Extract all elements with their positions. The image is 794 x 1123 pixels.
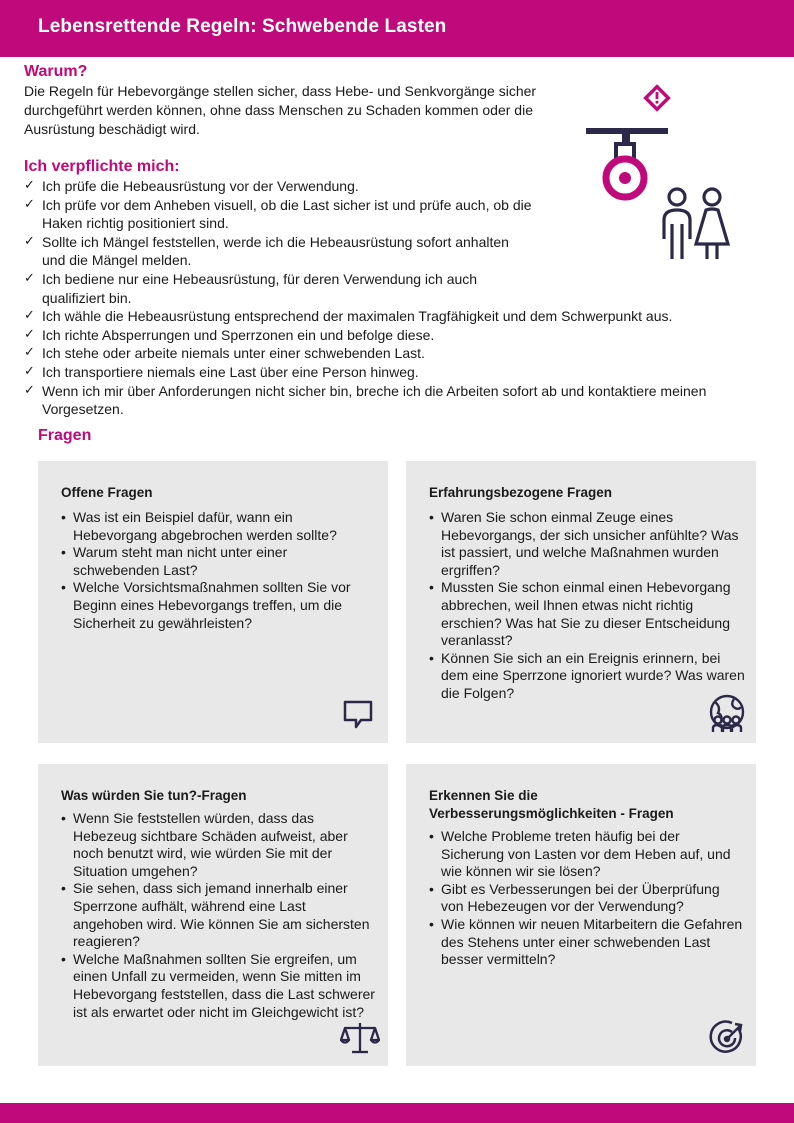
card-question-list bbox=[61, 810, 377, 1021]
check-icon: ✓ bbox=[24, 326, 35, 342]
scales-icon bbox=[340, 1020, 380, 1056]
card-question: • Welche Vorsichtsmaßnahmen sollten Sie vor Beginn eines Hebevorgangs treffen, um die Sicherheit zu gewährleisten? bbox=[61, 579, 351, 631]
check-icon: ✓ bbox=[24, 363, 35, 379]
commit-item: ✓ Ich richte Absperrungen und Sperrzonen ein und befolge diese. bbox=[24, 326, 435, 343]
commit-item: ✓ Ich transportiere niemals eine Last über eine Person hinweg. bbox=[24, 363, 419, 380]
commit-item: ✓ Ich wähle die Hebeausrüstung entsprechend der maximalen Tragfähigkeit und dem Schwerpunkt aus. bbox=[24, 308, 673, 325]
check-icon: ✓ bbox=[24, 178, 35, 193]
commit-item: ✓ Ich bediene nur eine Hebeausrüstung, für deren Verwendung ich auch qualifiziert bin. bbox=[24, 270, 478, 306]
card-question: • Was ist ein Beispiel dafür, wann ein Hebevorgang abgebrochen werden sollte? bbox=[61, 509, 337, 543]
questions-heading: Fragen bbox=[38, 427, 92, 444]
check-icon: ✓ bbox=[24, 196, 35, 212]
why-heading: Warum? bbox=[24, 63, 88, 80]
card-question: • Welche Probleme treten häufig bei der Sicherung von Lasten vor dem Heben auf, und wie können wir sie lösen? bbox=[429, 828, 731, 880]
card-title: Erkennen Sie die Verbesserungsmöglichkeiten - Fragen bbox=[429, 788, 674, 821]
card-question: • Welche Maßnahmen sollten Sie ergreifen, um einen Unfall zu vermeiden, wenn Sie mitten im Hebevorgang feststellen, dass die Last schwerer ist als erwartet oder nicht im Gleichgewicht ist? bbox=[61, 950, 375, 1020]
card-question: • Wenn Sie feststellen würden, dass das Hebezeug sichtbare Schäden aufweist, aber noch benutzt wird, wie würden Sie mit der Situation umgehen? bbox=[61, 810, 348, 879]
card-title: Offene Fragen bbox=[61, 485, 153, 500]
question-card-open bbox=[38, 461, 388, 743]
check-icon: ✓ bbox=[24, 382, 35, 398]
warning-diamond-icon bbox=[646, 87, 669, 110]
check-icon: ✓ bbox=[24, 308, 35, 324]
card-question-list bbox=[61, 509, 377, 632]
footer-bar bbox=[0, 1103, 794, 1123]
commit-item: ✓ Wenn ich mir über Anforderungen nicht sicher bin, breche ich die Arbeiten sofort ab und kontaktiere meinen Vorgesetzen. bbox=[24, 382, 707, 418]
target-arrow-icon bbox=[708, 1018, 746, 1056]
globe-people-icon bbox=[706, 693, 748, 735]
check-icon: ✓ bbox=[24, 345, 35, 361]
question-card-improvement bbox=[406, 764, 756, 1066]
card-question: • Warum steht man nicht unter einer schwebenden Last? bbox=[61, 544, 288, 578]
card-question: • Können Sie sich an ein Ereignis erinnern, bei dem eine Sperrzone ignoriert wurde? Was waren die Folgen? bbox=[429, 649, 745, 701]
card-question: • Wie können wir neuen Mitarbeitern die Gefahren des Stehens unter einer schwebenden Last besser vermitteln? bbox=[429, 915, 743, 968]
card-question-list bbox=[429, 828, 745, 969]
question-card-experience bbox=[406, 461, 756, 743]
card-title: Was würden Sie tun?-Fragen bbox=[61, 788, 247, 803]
question-card-what-would-you-do bbox=[38, 764, 388, 1066]
why-text: Die Regeln für Hebevorgänge stellen sicher, dass Hebe- und Senkvorgänge sicher durchgeführt werden können, ohne dass Menschen zu Schaden kommen oder die Ausrüstung beschädigt wird. bbox=[24, 83, 537, 137]
suspended-load-people-icon bbox=[578, 84, 738, 264]
commit-heading: Ich verpflichte mich: bbox=[24, 158, 180, 175]
card-question: • Mussten Sie schon einmal einen Hebevorgang abbrechen, weil Ihnen etwas nicht richtig erschien? Was hat Sie zu dieser Entscheidung veranlasst? bbox=[429, 579, 731, 649]
commit-item: ✓ Ich prüfe vor dem Anheben visuell, ob die Last sicher ist und prüfe auch, ob die Haken richtig positioniert sind. bbox=[24, 196, 532, 232]
card-question: • Sie sehen, dass sich jemand innerhalb einer Sperrzone aufhält, während eine Last angehoben wird. Wie können Sie am sichersten reagieren? bbox=[61, 880, 370, 950]
commit-item: ✓ Ich prüfe die Hebeausrüstung vor der Verwendung. bbox=[24, 178, 359, 194]
card-question-list bbox=[429, 509, 745, 703]
commit-item: ✓ Sollte ich Mängel feststellen, werde ich die Hebeausrüstung sofort anhalten und die Mängel melden. bbox=[24, 233, 509, 269]
header-bar bbox=[0, 0, 794, 57]
page-title: Lebensrettende Regeln: Schwebende Lasten bbox=[38, 16, 447, 37]
check-icon: ✓ bbox=[24, 233, 35, 249]
card-title: Erfahrungsbezogene Fragen bbox=[429, 485, 613, 500]
card-question: • Gibt es Verbesserungen bei der Überprüfung von Hebezeugen vor der Verwendung? bbox=[429, 880, 720, 915]
speech-bubble-icon bbox=[340, 697, 376, 733]
card-question: • Waren Sie schon einmal Zeuge eines Hebevorgangs, der sich unsicher anfühlte? Was ist passiert, und welche Maßnahmen wurden ergriffen? bbox=[429, 509, 739, 578]
check-icon: ✓ bbox=[24, 270, 35, 286]
commit-item: ✓ Ich stehe oder arbeite niemals unter einer schwebenden Last. bbox=[24, 345, 425, 362]
